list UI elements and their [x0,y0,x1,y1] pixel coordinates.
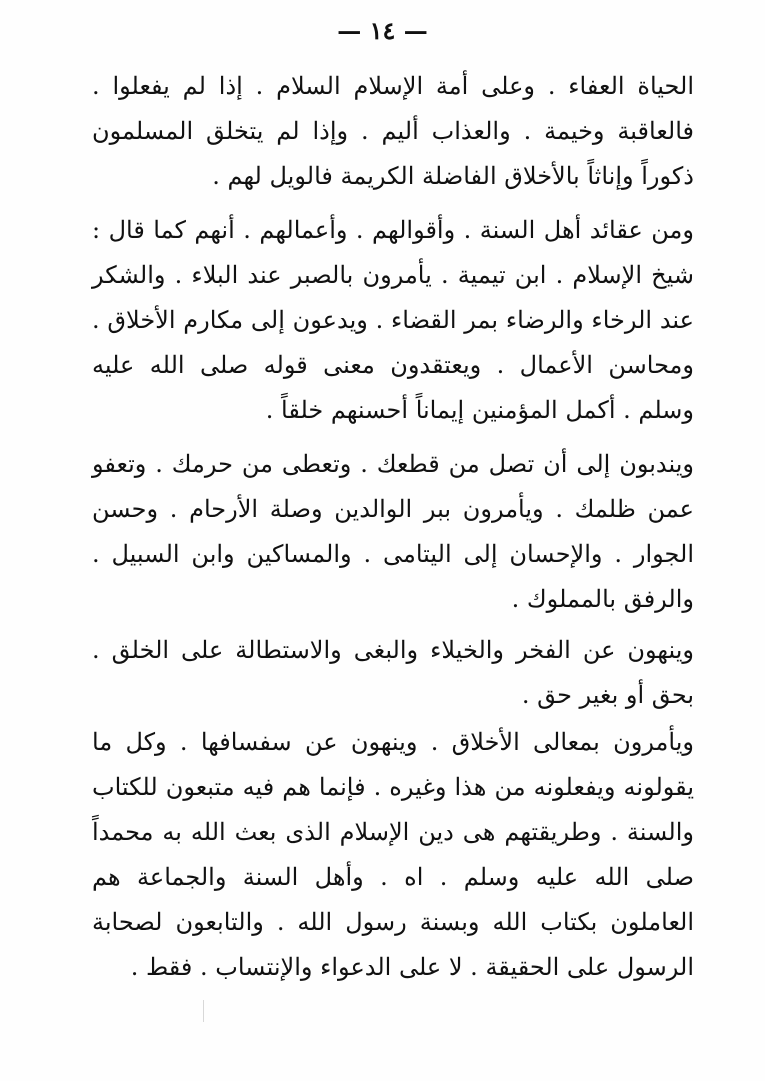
paragraph-3 [92,442,694,622]
paragraph-text: الحياة العفاء . وعلى أمة الإسلام السلام . إذا لم يفعلوا . فالعاقبة وخيمة . والعذاب أليم . وإذا لم يتخلق المسلمون ذكوراً وإناثاً بالأخلاق الفاضلة الكريمة فالويل لهم . [92,72,694,190]
scan-mark [203,1000,204,1022]
page-number: — ١٤ — [337,16,428,45]
paragraph-5 [92,720,694,990]
paragraph-text: وينهون عن الفخر والخيلاء والبغى والاستطالة على الخلق . بحق أو بغير حق . [92,636,694,709]
paragraph-4 [92,628,694,718]
paragraph-text: ومن عقائد أهل السنة . وأقوالهم . وأعمالهم . أنهم كما قال : شيخ الإسلام . ابن تيمية . يأمرون بالصبر عند البلاء . والشكر عند الرخاء والرضاء بمر القضاء . ويدعون إلى مكارم الأخلاق . ومحاسن الأعمال . ويعتقدون معنى قوله صلى الله عليه وسلم . أكمل المؤمنين إيماناً أحسنهم خلقاً . [92,216,694,424]
paragraph-text: ويأمرون بمعالى الأخلاق . وينهون عن سفسافها . وكل ما يقولونه ويفعلونه من هذا وغيره . فإنما هم فيه متبعون للكتاب والسنة . وطريقتهم هى دين الإسلام الذى بعث الله به محمداً صلى الله عليه وسلم . اه . وأهل السنة والجماعة هم العاملون بكتاب الله وبسنة رسول الله . والتابعون لصحابة الرسول على الحقيقة . لا على الدعواء والإنتساب . فقط . [92,728,694,981]
paragraph-text: ويندبون إلى أن تصل من قطعك . وتعطى من حرمك . وتعفو عمن ظلمك . ويأمرون ببر الوالدين وصلة الأرحام . وحسن الجوار . والإحسان إلى اليتامى . والمساكين وابن السبيل . والرفق بالمملوك . [92,450,694,613]
paragraph-2 [92,208,694,433]
paragraph-1 [92,64,694,199]
